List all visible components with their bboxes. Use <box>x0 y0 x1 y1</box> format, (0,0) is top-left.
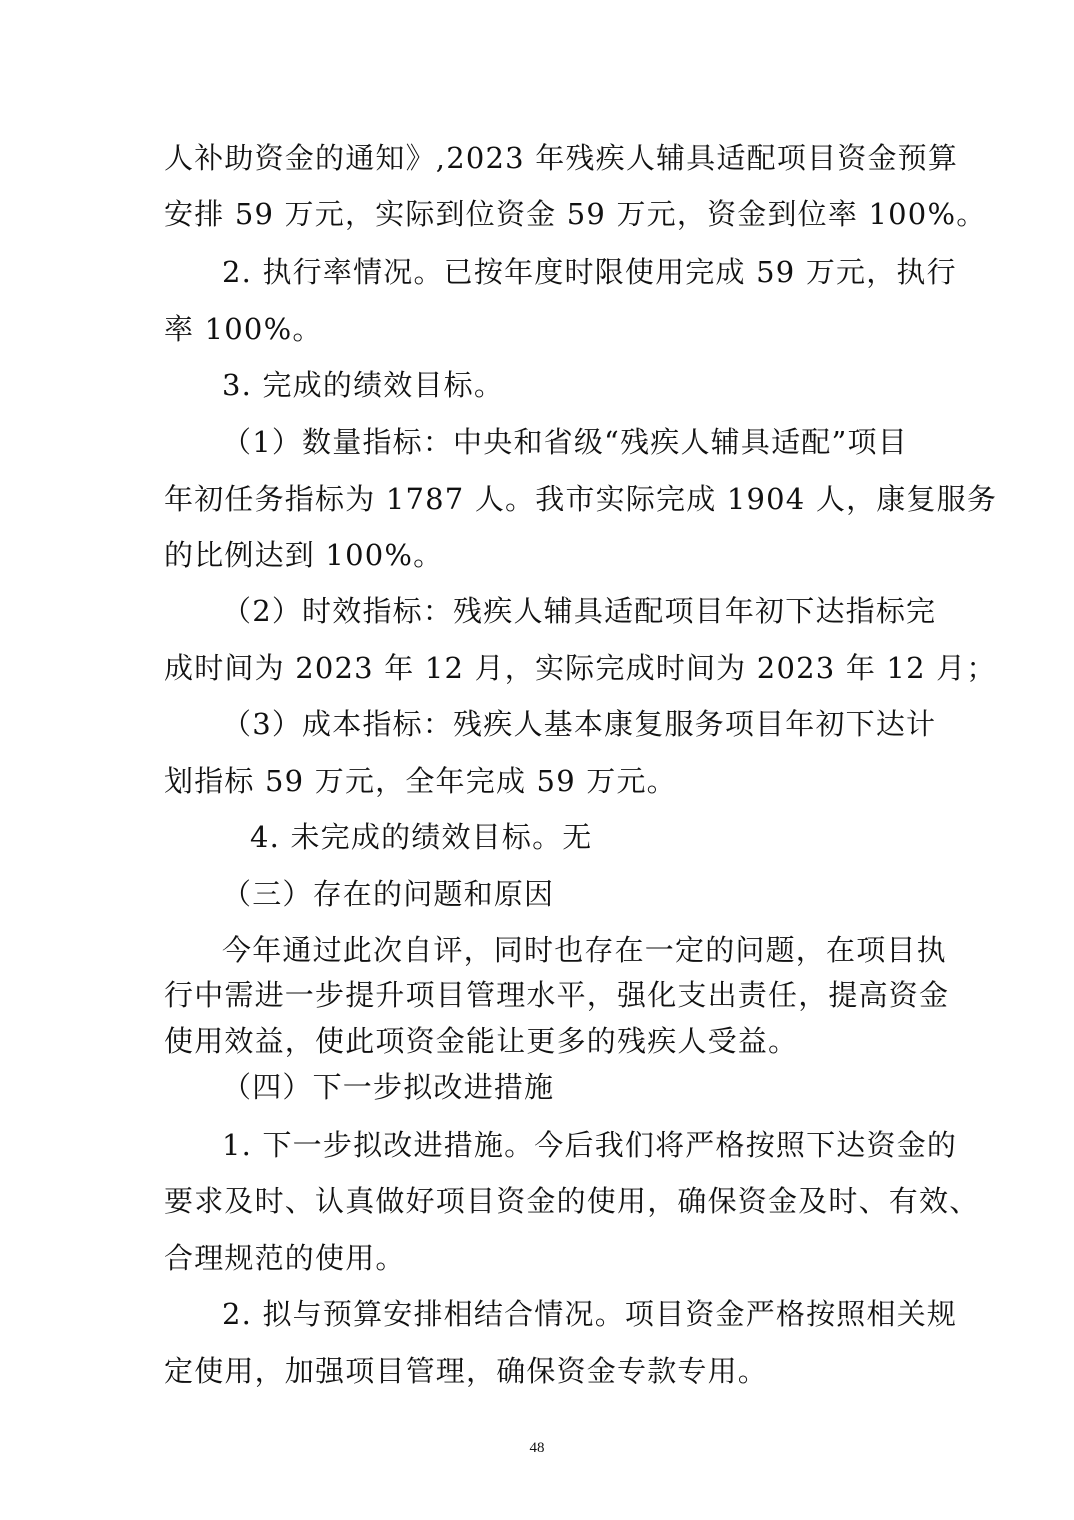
body-text-line: 要求及时、认真做好项目资金的使用，确保资金及时、有效、 <box>164 1184 980 1218</box>
body-text-line: 人补助资金的通知》,2023 年残疾人辅具适配项目资金预算 <box>164 141 959 175</box>
section-heading: 4. 未完成的绩效目标。无 <box>250 820 593 854</box>
body-text-line: 成时间为 2023 年 12 月，实际完成时间为 2023 年 12 月； <box>164 651 997 685</box>
body-text-line: 1. 下一步拟改进措施。今后我们将严格按照下达资金的 <box>222 1128 958 1162</box>
body-text-line: 年初任务指标为 1787 人。我市实际完成 1904 人，康复服务 <box>164 482 998 516</box>
body-text-line: 合理规范的使用。 <box>164 1241 406 1275</box>
body-text-line: 使用效益，使此项资金能让更多的残疾人受益。 <box>164 1024 799 1058</box>
body-text-line: 行中需进一步提升项目管理水平，强化支出责任，提高资金 <box>164 978 950 1012</box>
body-text-line: 安排 59 万元，实际到位资金 59 万元，资金到位率 100%。 <box>164 197 987 231</box>
section-heading: 3. 完成的绩效目标。 <box>222 368 505 402</box>
section-heading: 2. 执行率情况。已按年度时限使用完成 59 万元，执行 <box>222 255 957 289</box>
body-text-line: （1）数量指标：中央和省级“残疾人辅具适配”项目 <box>222 425 908 459</box>
body-text-line: 率 100%。 <box>164 312 323 346</box>
body-text-line: 定使用，加强项目管理，确保资金专款专用。 <box>164 1354 769 1388</box>
body-text-line: （3）成本指标：残疾人基本康复服务项目年初下达计 <box>222 707 937 741</box>
section-heading: （三）存在的问题和原因 <box>222 877 555 911</box>
body-text-line: 划指标 59 万元，全年完成 59 万元。 <box>164 764 677 798</box>
section-heading: （四）下一步拟改进措施 <box>222 1070 555 1104</box>
body-text-line: 的比例达到 100%。 <box>164 538 444 572</box>
body-text-line: （2）时效指标：残疾人辅具适配项目年初下达指标完 <box>222 594 937 628</box>
body-text-line: 今年通过此次自评，同时也存在一定的问题，在项目执 <box>222 933 947 967</box>
page-number: 48 <box>529 1440 545 1456</box>
body-text-line: 2. 拟与预算安排相结合情况。项目资金严格按照相关规 <box>222 1297 958 1331</box>
